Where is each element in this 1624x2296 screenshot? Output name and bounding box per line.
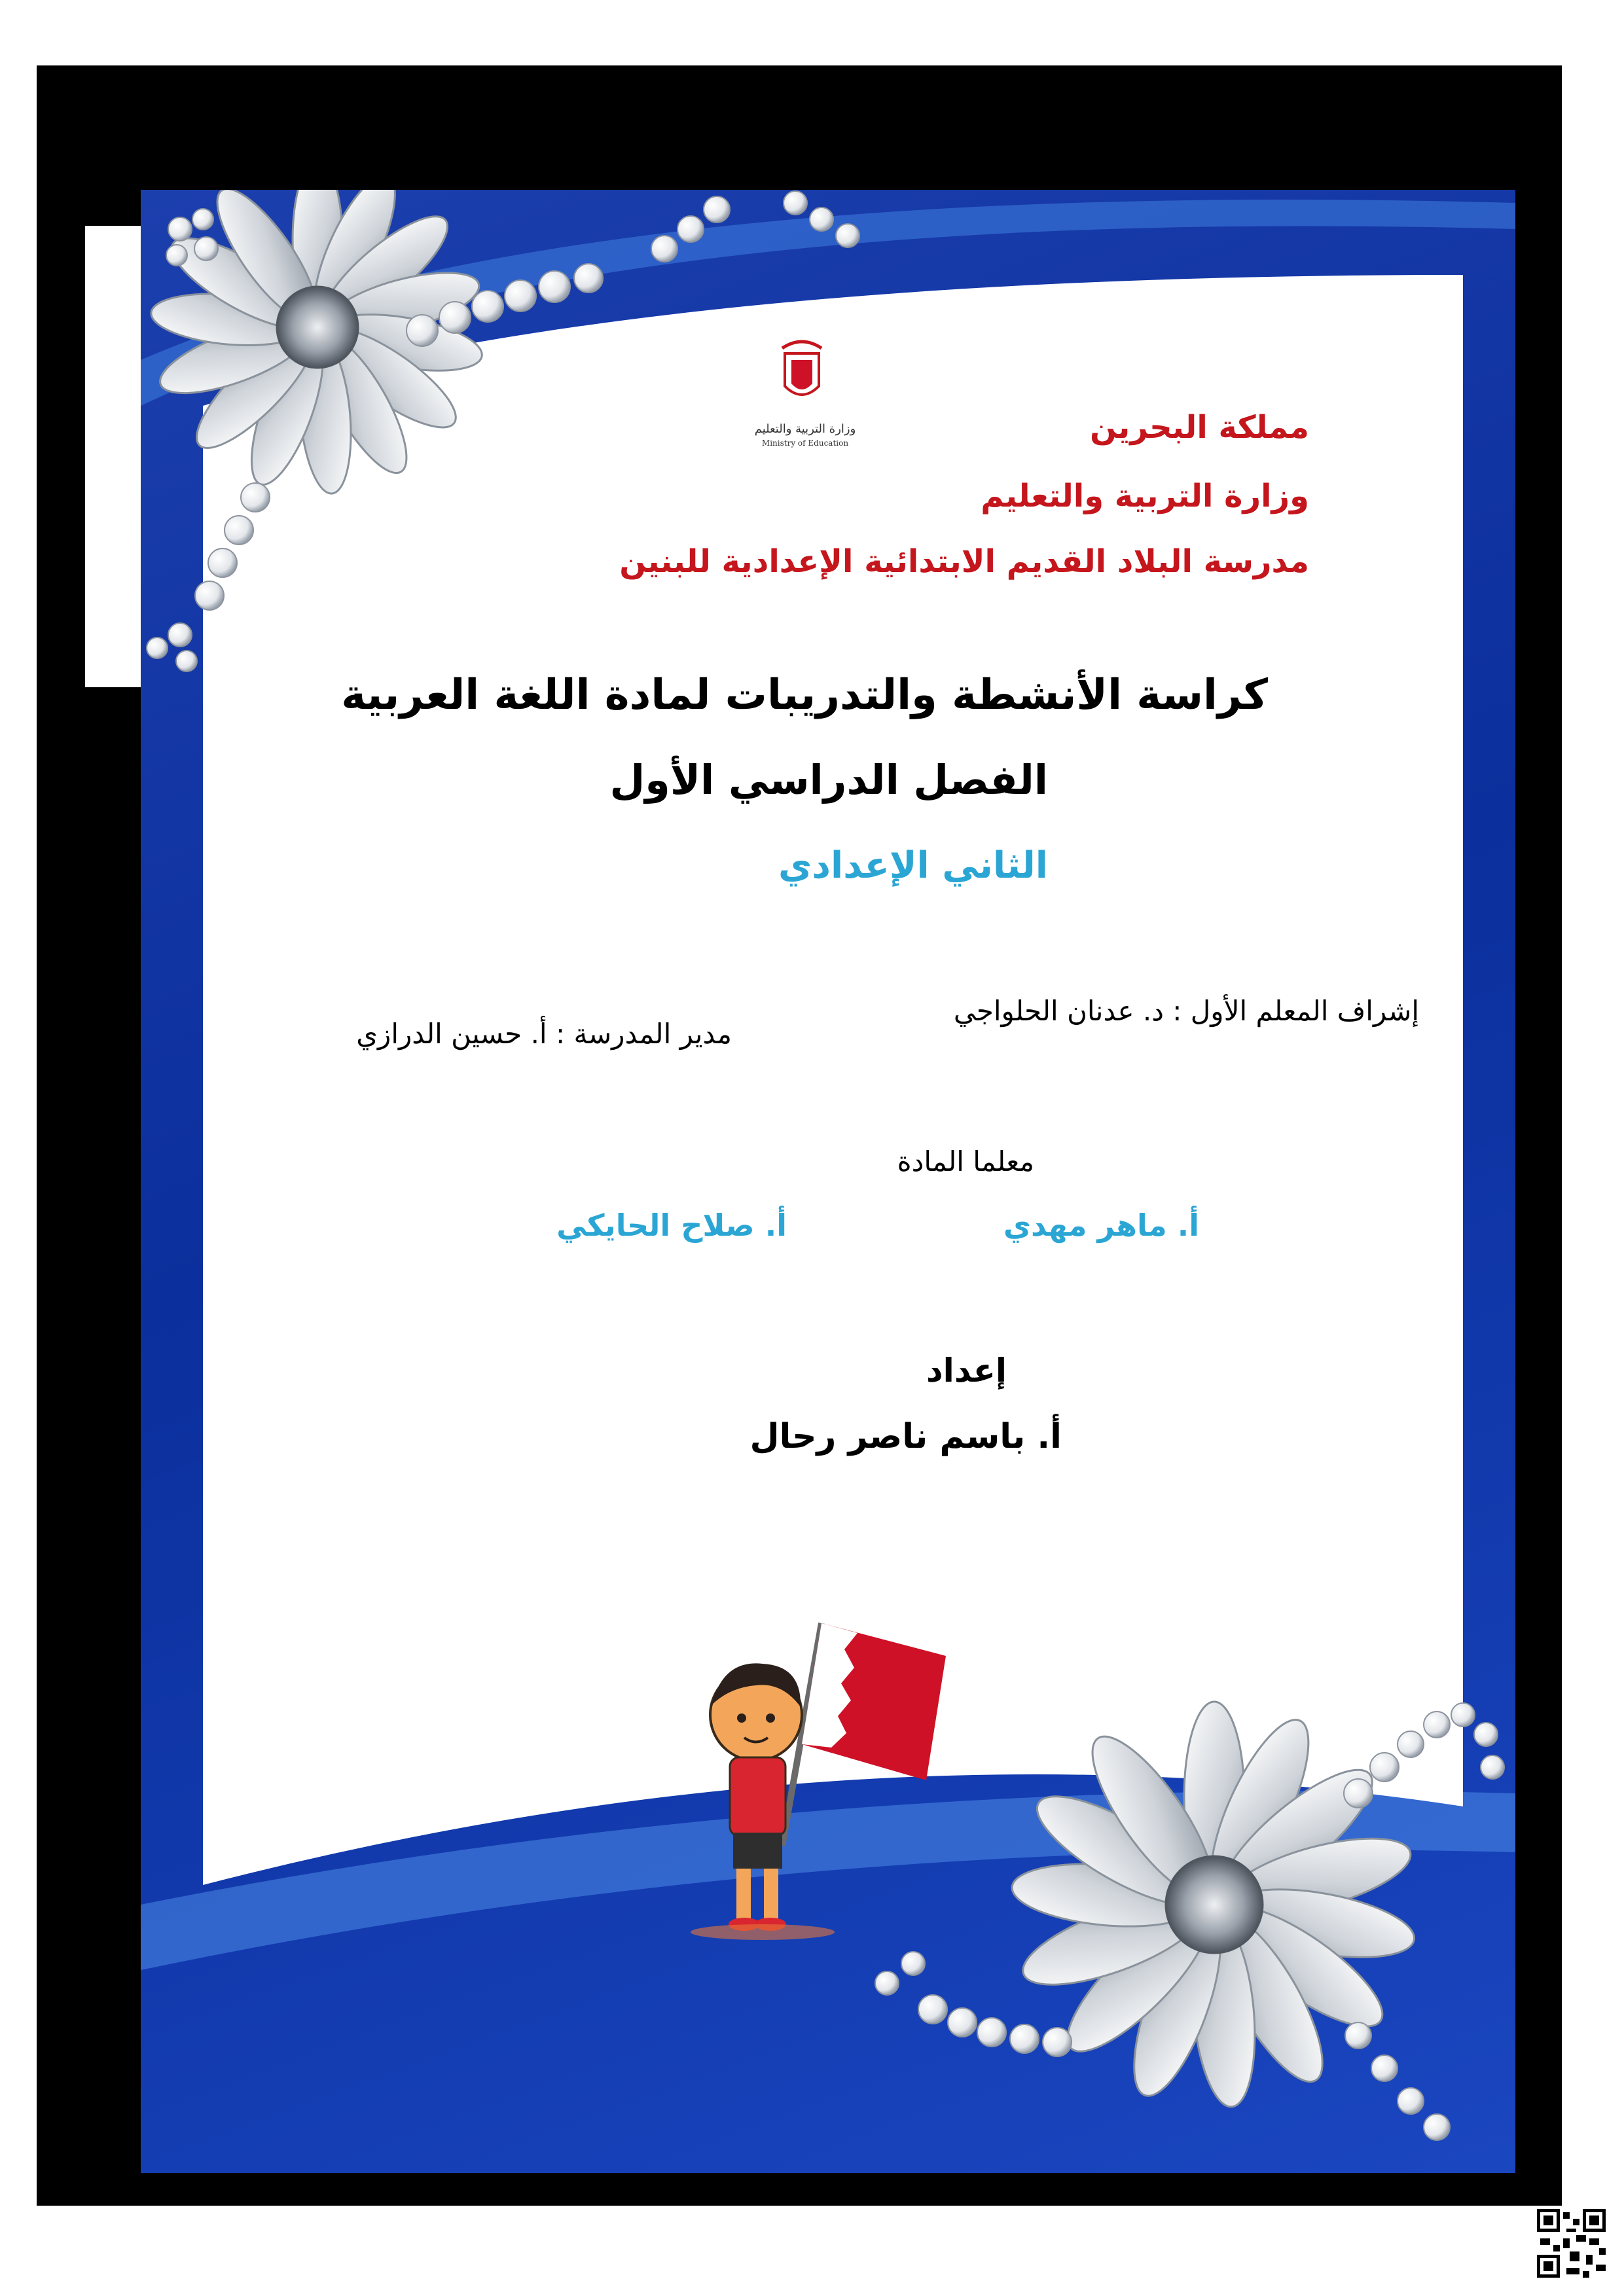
principal-line: مدير المدرسة : أ. حسين الدرازي <box>356 1018 732 1050</box>
kingdom-name: مملكة البحرين <box>1090 409 1309 446</box>
supervisor-line: إشراف المعلم الأول : د. عدنان الحلواجي <box>953 995 1419 1027</box>
teacher-name-1: أ. ماهر مهدي <box>1003 1208 1199 1243</box>
ministry-name: وزارة التربية والتعليم <box>981 478 1309 514</box>
cover-decoration <box>141 190 1515 2173</box>
teachers-heading: معلما المادة <box>897 1145 1034 1177</box>
margin-strip <box>85 226 141 687</box>
prepared-by: أ. باسم ناصر رحال <box>749 1417 1062 1456</box>
term-title: الفصل الدراسي الأول <box>609 756 1048 804</box>
page-title: كراسة الأنشطة والتدريبات لمادة اللغة العربية <box>341 671 1268 719</box>
logo-english-caption: Ministry of Education <box>761 439 849 448</box>
grade-title: الثاني الإعدادي <box>778 844 1048 887</box>
logo-arabic-caption: وزارة التربية والتعليم <box>754 422 856 436</box>
school-name: مدرسة البلاد القديم الابتدائية الإعدادية للبنين <box>619 543 1309 580</box>
cover-panel <box>141 190 1515 2173</box>
qr-code-icon <box>1537 2209 1606 2278</box>
teacher-name-2: أ. صلاح الحايكي <box>556 1208 787 1243</box>
prepared-heading: إعداد <box>926 1352 1007 1390</box>
